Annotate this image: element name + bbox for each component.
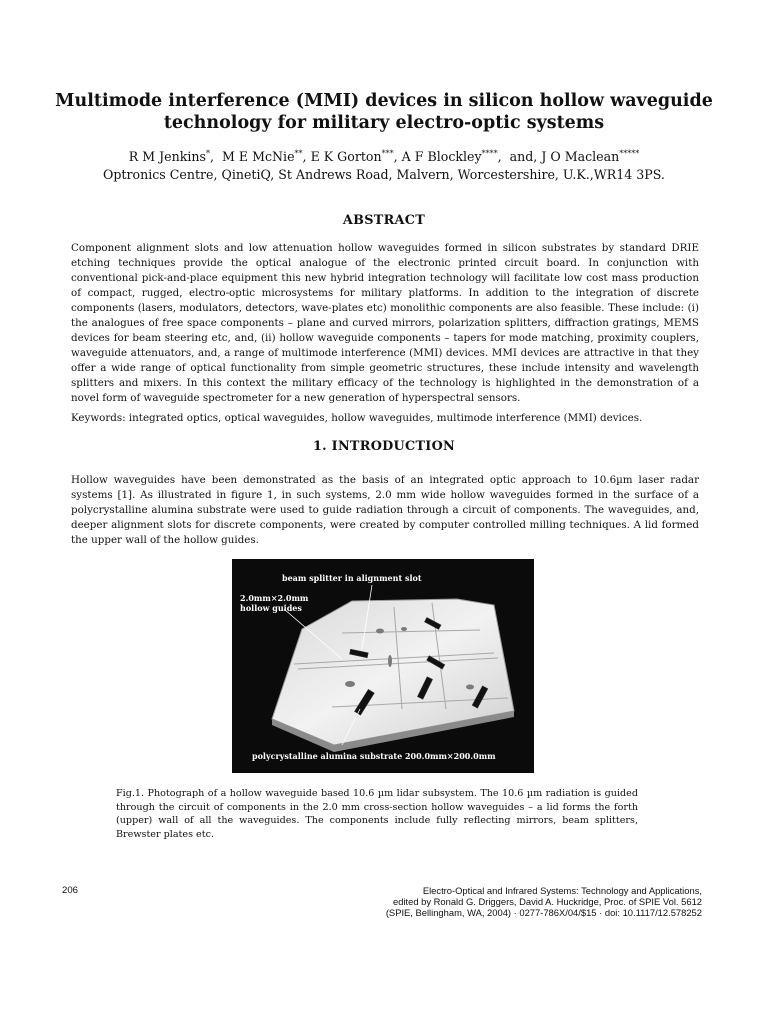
- author-mark: ****: [481, 149, 498, 158]
- label-substrate: polycrystalline alumina substrate 200.0mm×200.0mm: [252, 751, 496, 761]
- authors-conjunction: and,: [509, 149, 538, 164]
- figure-1-caption: Fig.1. Photograph of a hollow waveguide based 10.6 µm lidar subsystem. The 10.6 µm radiation is guided through the circuit of components in the 2.0 mm cross-section hollow waveguides – a lid forms the forth (upper) wall of all the waveguides. The components include fully reflecting mirrors, beam splitters, Brewster plates etc.: [116, 788, 638, 840]
- author-name: R M Jenkins: [128, 149, 206, 164]
- publication-footer: [282, 885, 702, 918]
- figure-1-photograph: [232, 559, 534, 773]
- label-beam-splitter: beam splitter in alignment slot: [282, 573, 422, 583]
- page-number: 206: [62, 885, 79, 896]
- label-guide-size: 2.0mm×2.0mm: [240, 593, 309, 603]
- title-line-1: Multimode interference (MMI) devices in silicon hollow waveguide: [55, 91, 713, 111]
- author-name: J O Maclean: [541, 149, 620, 164]
- author-name: M E McNie: [222, 149, 295, 164]
- footer-line-2: edited by Ronald G. Driggers, David A. Huckridge, Proc. of SPIE Vol. 5612: [392, 896, 702, 907]
- author-list: R M Jenkins*, M E McNie**, E K Gorton***, A F Blockley****, and, J O Maclean*****: [128, 149, 640, 164]
- introduction-heading: 1. INTRODUCTION: [312, 439, 456, 454]
- author-mark: *: [205, 149, 210, 158]
- title-line-2: technology for military electro-optic systems: [163, 113, 605, 133]
- affiliation: Optronics Centre, QinetiQ, St Andrews Road, Malvern, Worcestershire, U.K.,WR14 3PS.: [103, 167, 665, 182]
- author-name: E K Gorton: [310, 149, 382, 164]
- abstract-heading: ABSTRACT: [342, 213, 426, 228]
- paper-title: [40, 90, 728, 134]
- keywords: Keywords: integrated optics, optical waveguides, hollow waveguides, multimode interference (MMI) devices.: [71, 412, 643, 424]
- footer-line-3: (SPIE, Bellingham, WA, 2004) · 0277-786X/04/$15 · doi: 10.1117/12.578252: [385, 907, 702, 918]
- label-hollow-guides: hollow guides: [240, 603, 302, 613]
- author-mark: **: [294, 149, 303, 158]
- footer-line-1: Electro-Optical and Infrared Systems: Technology and Applications,: [422, 885, 702, 896]
- figure-1-drawing: [232, 559, 534, 773]
- author-mark: ***: [381, 149, 394, 158]
- author-mark: *****: [619, 149, 640, 158]
- introduction-text: Hollow waveguides have been demonstrated as the basis of an integrated optic approach to 10.6µm laser radar systems [1]. As illustrated in figure 1, in such systems, 2.0 mm wide hollow waveguides formed in the surface of a polycrystalline alumina substrate were used to guide radiation through a circuit of components. The waveguides, and, deeper alignment slots for discrete components, were created by computer controlled milling techniques. A lid formed the upper wall of the hollow guides.: [71, 474, 699, 546]
- author-name: A F Blockley: [401, 149, 482, 164]
- abstract-text: Component alignment slots and low attenuation hollow waveguides formed in silicon substrates by standard DRIE etching techniques provide the optical analogue of the electronic printed circuit board. In conjunction with conventional pick-and-place equipment this new hybrid integration technology will facilitate low cost mass production of compact, rugged, electro-optic microsystems for military platforms. In addition to the integration of discrete components (lasers, modulators, detectors, wave-plates etc) monolithic components are also feasible. These include: (i) the analogues of free space components – plane and curved mirrors, polarization splitters, diffraction gratings, MEMS devices for beam steering etc, and, (ii) hollow waveguide components – tapers for mode matching, proximity couplers, waveguide attenuators, and, a range of multimode interference (MMI) devices. MMI devices are attractive in that they offer a wide range of optical functionality from simple geometric structures, these include intensity and wavelength splitters and mixers. In this context the military efficacy of the technology is highlighted in the demonstration of a novel form of waveguide spectrometer for a new generation of hyperspectral sensors.: [71, 242, 699, 404]
